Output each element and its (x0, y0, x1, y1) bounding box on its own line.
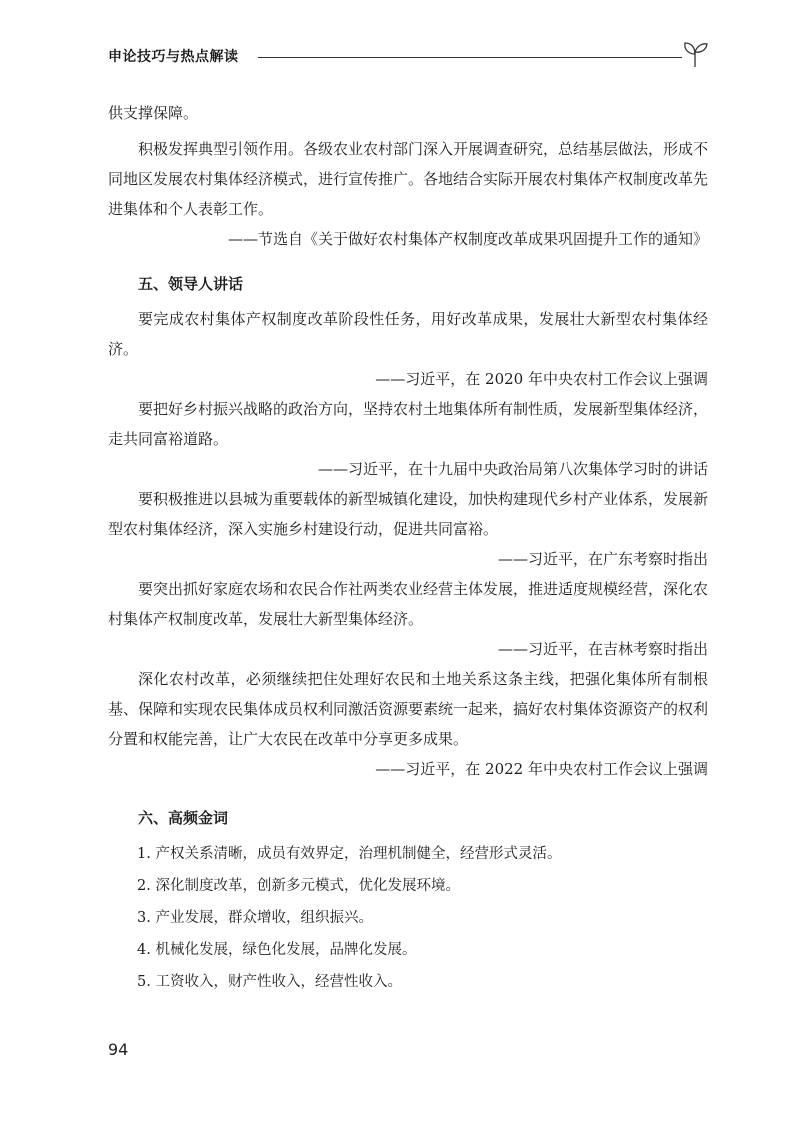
list-item: 3. 产业发展，群众增收，组织振兴。 (137, 910, 373, 926)
list-item: 1. 产权关系清晰，成员有效界定，治理机制健全，经营形式灵活。 (137, 846, 562, 862)
quote-text: 要完成农村集体产权制度改革阶段性任务，用好改革成果，发展壮大新型农村集体经济。 (108, 310, 708, 358)
quote-source: ——习近平，在 2022 年中央农村工作会议上强调 (375, 760, 708, 778)
book-title: 申论技巧与热点解读 (108, 49, 239, 65)
sprout-icon (682, 40, 708, 68)
list-item: 4. 机械化发展，绿色化发展，品牌化发展。 (137, 942, 417, 958)
running-header (108, 40, 708, 70)
quote-source: ——习近平，在吉林考察时指出 (497, 640, 708, 658)
page-number: 94 (108, 1040, 129, 1059)
quote-source: ——习近平，在广东考察时指出 (497, 550, 708, 568)
quote-source: ——习近平，在十九届中央政治局第八次集体学习时的讲话 (317, 460, 708, 478)
section-heading: 六、高频金词 (138, 809, 229, 827)
quote-text: 要突出抓好家庭农场和农民合作社两类农业经营主体发展，推进适度规模经营，深化农村集体产权制度改革，发展壮大新型集体经济。 (108, 580, 709, 628)
source-attribution: ——节选自《关于做好农村集体产权制度改革成果巩固提升工作的通知》 (227, 230, 708, 248)
quote-text: 要把好乡村振兴战略的政治方向，坚持农村土地集体所有制性质，发展新型集体经济，走共同富裕道路。 (108, 400, 709, 448)
header-rule (258, 57, 682, 58)
list-item: 5. 工资收入，财产性收入，经营性收入。 (137, 974, 402, 990)
page-body (108, 98, 708, 998)
list-item: 2. 深化制度改革，创新多元模式，优化发展环境。 (137, 878, 460, 894)
body-paragraph: 积极发挥典型引领作用。各级农业农村部门深入开展调查研究，总结基层做法，形成不同地区发展农村集体经济模式，进行宣传推广。各地结合实际开展农村集体产权制度改革先进集体和个人表彰工作。 (108, 140, 709, 218)
quote-source: ——习近平，在 2020 年中央农村工作会议上强调 (375, 370, 708, 388)
continuation-text: 供支撑保障。 (108, 104, 199, 122)
quote-text: 要积极推进以县城为重要载体的新型城镇化建设，加快构建现代乡村产业体系，发展新型农村集体经济，深入实施乡村建设行动，促进共同富裕。 (108, 490, 709, 538)
section-heading: 五、领导人讲话 (138, 275, 244, 293)
quote-text: 深化农村改革，必须继续把住处理好农民和土地关系这条主线，把强化集体所有制根基、保障和实现农民集体成员权利同激活资源要素统一起来，搞好农村集体资源资产的权利分置和权能完善，让广大农民在改革中分享更多成果。 (108, 670, 709, 748)
